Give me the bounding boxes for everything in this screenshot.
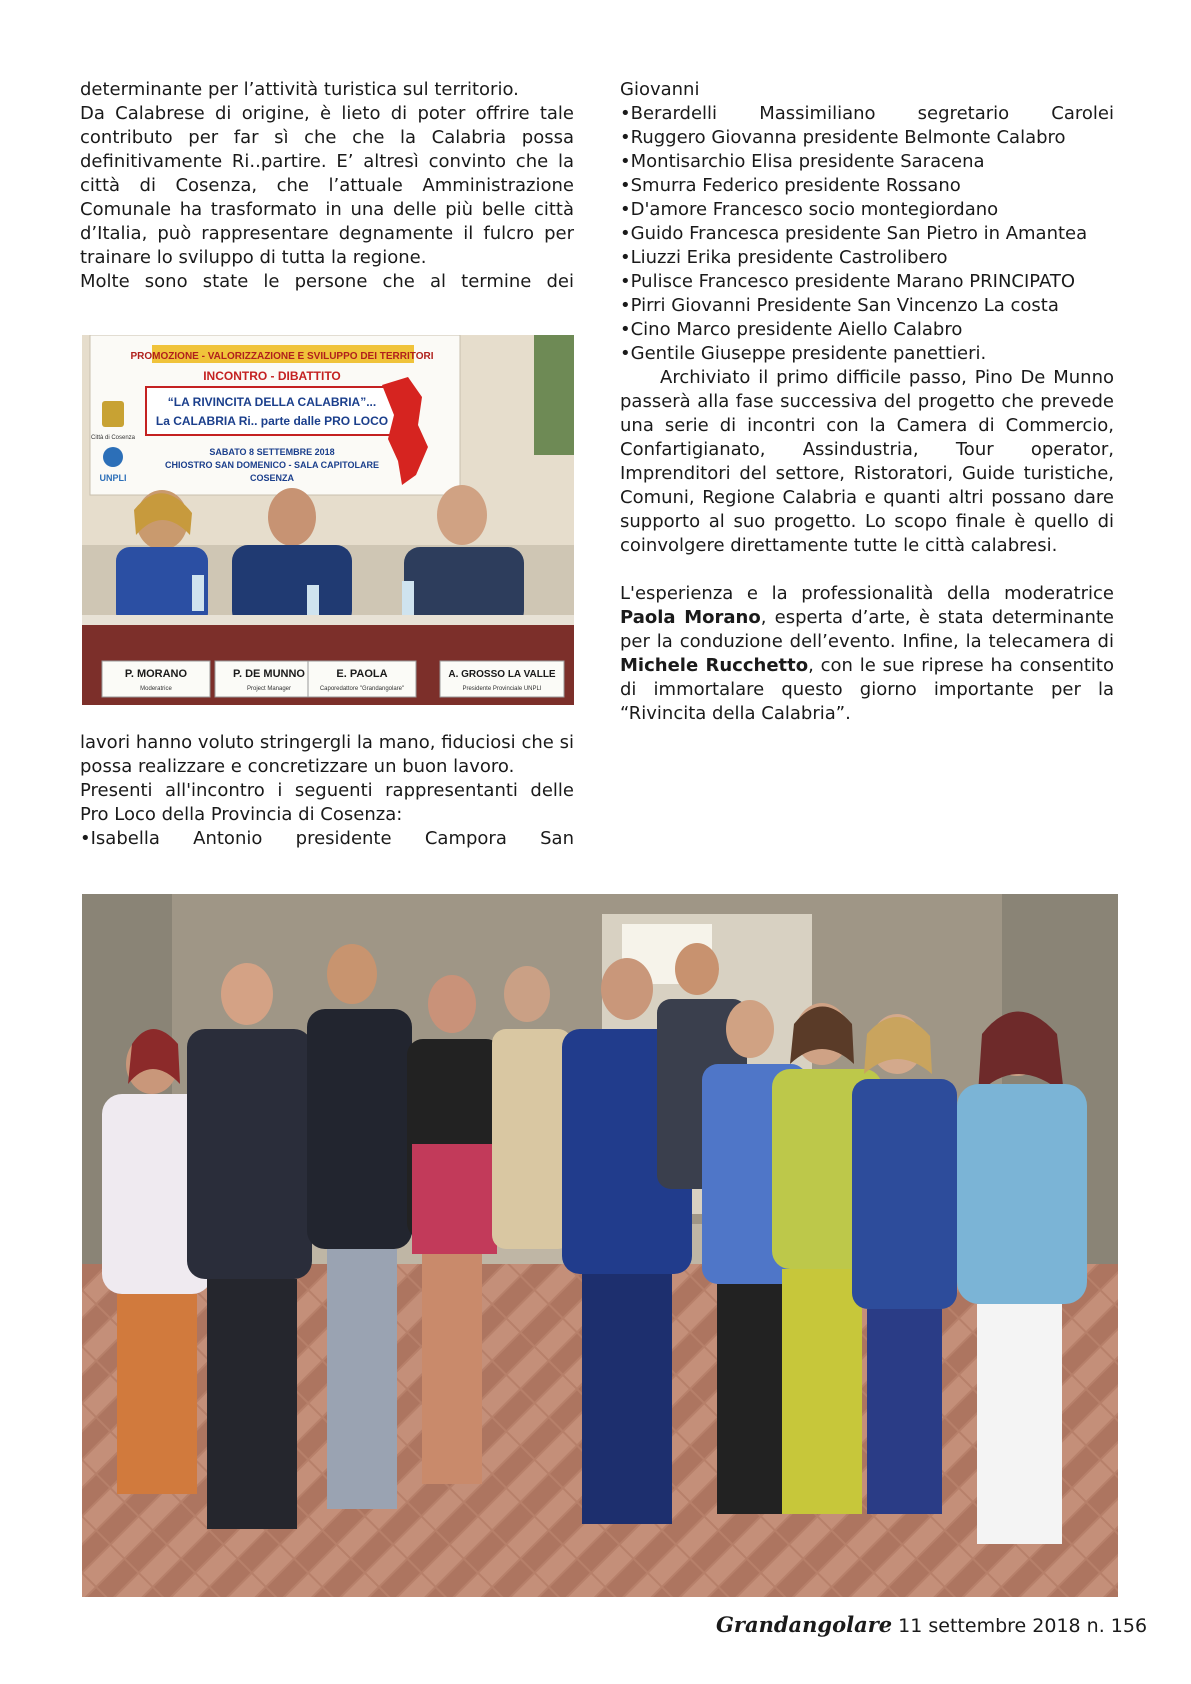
paragraph: Presenti all'incontro i seguenti rappresentanti delle Pro Loco della Provincia di Cosenza: (80, 780, 574, 825)
list-item: •Montisarchio Elisa presidente Saracena (620, 151, 985, 172)
moderator-name: Paola Morano (620, 607, 761, 628)
banner-line5: SABATO 8 SETTEMBRE 2018 (209, 447, 335, 457)
list-item: •Smurra Federico presidente Rossano (620, 175, 961, 196)
nameplate-name: E. PAOLA (336, 668, 388, 680)
list-item: •Berardelli Massimiliano segretario Carolei (620, 103, 1114, 124)
list-item: •Liuzzi Erika presidente Castrolibero (620, 247, 948, 268)
nameplate-name: A. GROSSO LA VALLE (448, 669, 556, 680)
list-item: •Pirri Giovanni Presidente San Vincenzo La costa (620, 295, 1059, 316)
list-item: •Isabella Antonio presidente Campora San (80, 828, 574, 849)
list-item: •Gentile Giuseppe presidente panettieri. (620, 343, 987, 364)
banner-line4: La CALABRIA Ri.. parte dalle PRO LOCO (155, 414, 389, 428)
banner-line1: PROMOZIONE - VALORIZZAZIONE E SVILUPPO DEI TERRITORI (130, 351, 434, 362)
city-logo-icon (102, 401, 124, 427)
nameplate-role: Presidente Provinciale UNPLI (462, 686, 542, 692)
banner-line6: CHIOSTRO SAN DOMENICO - SALA CAPITOLARE (164, 460, 380, 470)
group-photo (82, 894, 1118, 1597)
banner-line3: “LA RIVINCITA DELLA CALABRIA”... (167, 395, 377, 409)
paragraph: Archiviato il primo difficile passo, Pino De Munno passerà alla fase successiva del progetto che prevede una serie di incontri con la Camera di Commercio, Confartigianato, Assindustria, Tour operator, Imprenditori del settore, Ristoratori, Guide turistiche, Comuni, Regione Calabria e quanti altri possano dare supporto al suo progetto. Lo scopo finale è quello di coinvolgere direttamente tutte le città calabresi. (620, 367, 1114, 556)
issue-info: 11 settembre 2018 n. 156 (892, 1615, 1148, 1637)
conference-photo (82, 335, 574, 705)
banner-line7: COSENZA (249, 473, 295, 483)
nameplate-role: Moderatrice (140, 686, 172, 692)
banner-line2: INCONTRO - DIBATTITO (203, 369, 341, 383)
list-item: •Pulisce Francesco presidente Marano PRINCIPATO (620, 271, 1076, 292)
list-item: •Cino Marco presidente Aiello Calabro (620, 319, 963, 340)
list-item: •D'amore Francesco socio montegiordano (620, 199, 999, 220)
paragraph: Da Calabrese di origine, è lieto di poter offrire tale contributo per far sì che che la Calabria possa definitivamente Ri..partire. E’ altresì convinto che la città di Cosenza, che l’attuale Amministrazione Comunale ha trasformato in una delle più belle città d’Italia, può rappresentare degnamente il fulcro per trainare lo sviluppo di tutta la regione. (80, 103, 574, 268)
right-column (620, 78, 1114, 726)
left-column-bottom (80, 731, 574, 851)
paragraph: Molte sono state le persone che al termine dei (80, 271, 574, 292)
text-run: , esperta d’arte, è stata determinante per la conduzione dell’evento. Infine, la telecamera di (620, 607, 1114, 652)
text-run: , con le sue riprese ha consentito di immortalare questo giorno importante per la “Rivincita della Calabria”. (620, 655, 1114, 724)
list-item: Giovanni (620, 79, 700, 100)
nameplate-name: P. MORANO (124, 668, 188, 680)
nameplate-role: Caporedattore "Grandangolare" (319, 686, 405, 692)
logo-unpli-label: UNPLI (99, 473, 127, 483)
cameraman-name: Michele Rucchetto (620, 655, 809, 676)
paragraph-closing (620, 582, 1114, 726)
logo-city-label: Città di Cosenza (90, 435, 136, 441)
paragraph: lavori hanno voluto stringergli la mano, fiduciosi che si possa realizzare e concretizzare un buon lavoro. (80, 732, 574, 777)
nameplate-name: P. DE MUNNO (233, 668, 305, 680)
unpli-logo-icon (103, 447, 123, 467)
nameplate-role: Project Manager (246, 686, 292, 692)
list-item: •Ruggero Giovanna presidente Belmonte Calabro (620, 127, 1066, 148)
page-footer (716, 1612, 1147, 1637)
magazine-name: Grandangolare (716, 1612, 893, 1637)
list-item: •Guido Francesca presidente San Pietro in Amantea (620, 223, 1088, 244)
text-run: L'esperienza e la professionalità della moderatrice (620, 583, 1114, 604)
paragraph: determinante per l’attività turistica sul territorio. (80, 79, 519, 100)
left-column-top (80, 78, 574, 294)
